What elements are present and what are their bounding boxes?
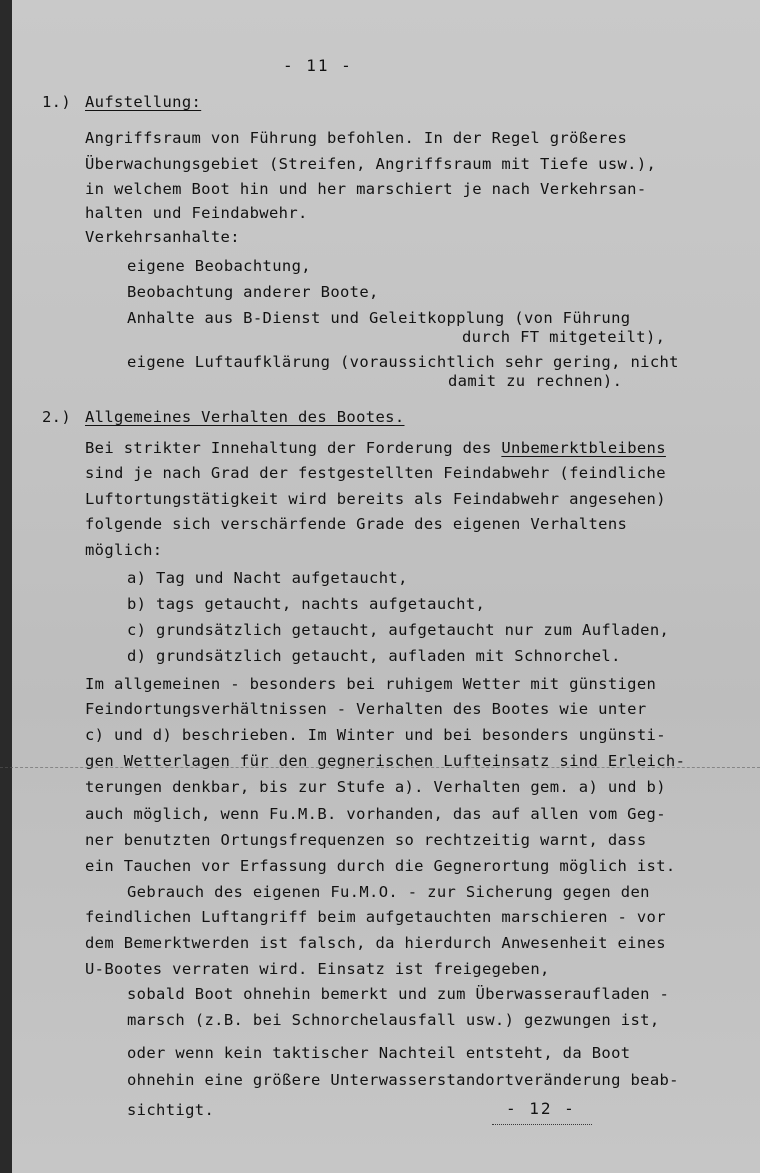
section2-title: Allgemeines Verhalten des Bootes. xyxy=(85,408,405,426)
para2-line: c) und d) beschrieben. Im Winter und bei besonders ungünsti- xyxy=(85,726,666,744)
para2-line: terungen denkbar, bis zur Stufe a). Verhalten gem. a) und b) xyxy=(85,778,666,796)
section1-item: damit zu rechnen). xyxy=(448,372,623,390)
para2-line: gen Wetterlagen für den gegnerischen Lufteinsatz sind Erleich- xyxy=(85,752,686,770)
para2-line: Im allgemeinen - besonders bei ruhigem Wetter mit günstigen xyxy=(85,675,657,693)
section1-number: 1.) xyxy=(42,93,72,111)
section1-title: Aufstellung: xyxy=(85,93,202,111)
para3-line: feindlichen Luftangriff beim aufgetauchten marschieren - vor xyxy=(85,908,666,926)
grade-item: b) tags getaucht, nachts aufgetaucht, xyxy=(127,595,486,613)
section2-number: 2.) xyxy=(42,408,72,426)
para3-item: oder wenn kein taktischer Nachteil entsteht, da Boot xyxy=(127,1044,631,1062)
section1-item: Beobachtung anderer Boote, xyxy=(127,283,379,301)
para3-item: marsch (z.B. bei Schnorchelausfall usw.) gezwungen ist, xyxy=(127,1011,660,1029)
para3-item: sobald Boot ohnehin bemerkt und zum Überwasseraufladen - xyxy=(127,985,670,1003)
unbemerktbleibens-term: Unbemerktbleibens xyxy=(501,439,666,457)
page-number: - 11 - xyxy=(283,56,353,75)
paper-crease xyxy=(0,767,760,770)
section2-intro-line: sind je nach Grad der festgestellten Feindabwehr (feindliche xyxy=(85,464,666,482)
section1-line: Verkehrsanhalte: xyxy=(85,228,240,246)
para3-line: U-Bootes verraten wird. Einsatz ist freigegeben, xyxy=(85,960,550,978)
grade-item: a) Tag und Nacht aufgetaucht, xyxy=(127,569,408,587)
section2-intro-line xyxy=(85,438,666,458)
section2-intro-line: Luftortungstätigkeit wird bereits als Feindabwehr angesehen) xyxy=(85,490,666,508)
film-edge xyxy=(0,0,12,1173)
section1-line: Überwachungsgebiet (Streifen, Angriffsraum mit Tiefe usw.), xyxy=(85,155,657,173)
grade-item: d) grundsätzlich getaucht, aufladen mit Schnorchel. xyxy=(127,647,621,665)
para2-line: ein Tauchen vor Erfassung durch die Gegnerortung möglich ist. xyxy=(85,857,676,875)
section1-line: halten und Feindabwehr. xyxy=(85,204,308,222)
section1-line: Angriffsraum von Führung befohlen. In der Regel größeres xyxy=(85,129,628,147)
para3-line: dem Bemerktwerden ist falsch, da hierdurch Anwesenheit eines xyxy=(85,934,666,952)
footer-rule xyxy=(492,1124,592,1126)
section1-line: in welchem Boot hin und her marschiert je nach Verkehrsan- xyxy=(85,180,647,198)
para3-item: ohnehin eine größere Unterwasserstandortveränderung beab- xyxy=(127,1071,679,1089)
section1-item: eigene Luftaufklärung (voraussichtlich sehr gering, nicht xyxy=(127,353,679,371)
section2-intro-line: folgende sich verschärfende Grade des eigenen Verhaltens xyxy=(85,515,628,533)
para3-item: sichtigt. xyxy=(127,1101,215,1119)
para2-line: Feindortungsverhältnissen - Verhalten des Bootes wie unter xyxy=(85,700,647,718)
grade-item: c) grundsätzlich getaucht, aufgetaucht nur zum Aufladen, xyxy=(127,621,670,639)
section1-item: durch FT mitgeteilt), xyxy=(462,328,666,346)
intro-text: Bei strikter Innehaltung der Forderung des xyxy=(85,439,502,457)
section1-item: eigene Beobachtung, xyxy=(127,257,311,275)
para2-line: auch möglich, wenn Fu.M.B. vorhanden, das auf allen vom Geg- xyxy=(85,805,666,823)
section1-item: Anhalte aus B-Dienst und Geleitkopplung (von Führung xyxy=(127,309,631,327)
para2-line: ner benutzten Ortungsfrequenzen so rechtzeitig warnt, dass xyxy=(85,831,647,849)
para3-line: Gebrauch des eigenen Fu.M.O. - zur Sicherung gegen den xyxy=(127,883,650,901)
next-page-number: - 12 - xyxy=(506,1099,576,1118)
section2-intro-line: möglich: xyxy=(85,541,163,559)
